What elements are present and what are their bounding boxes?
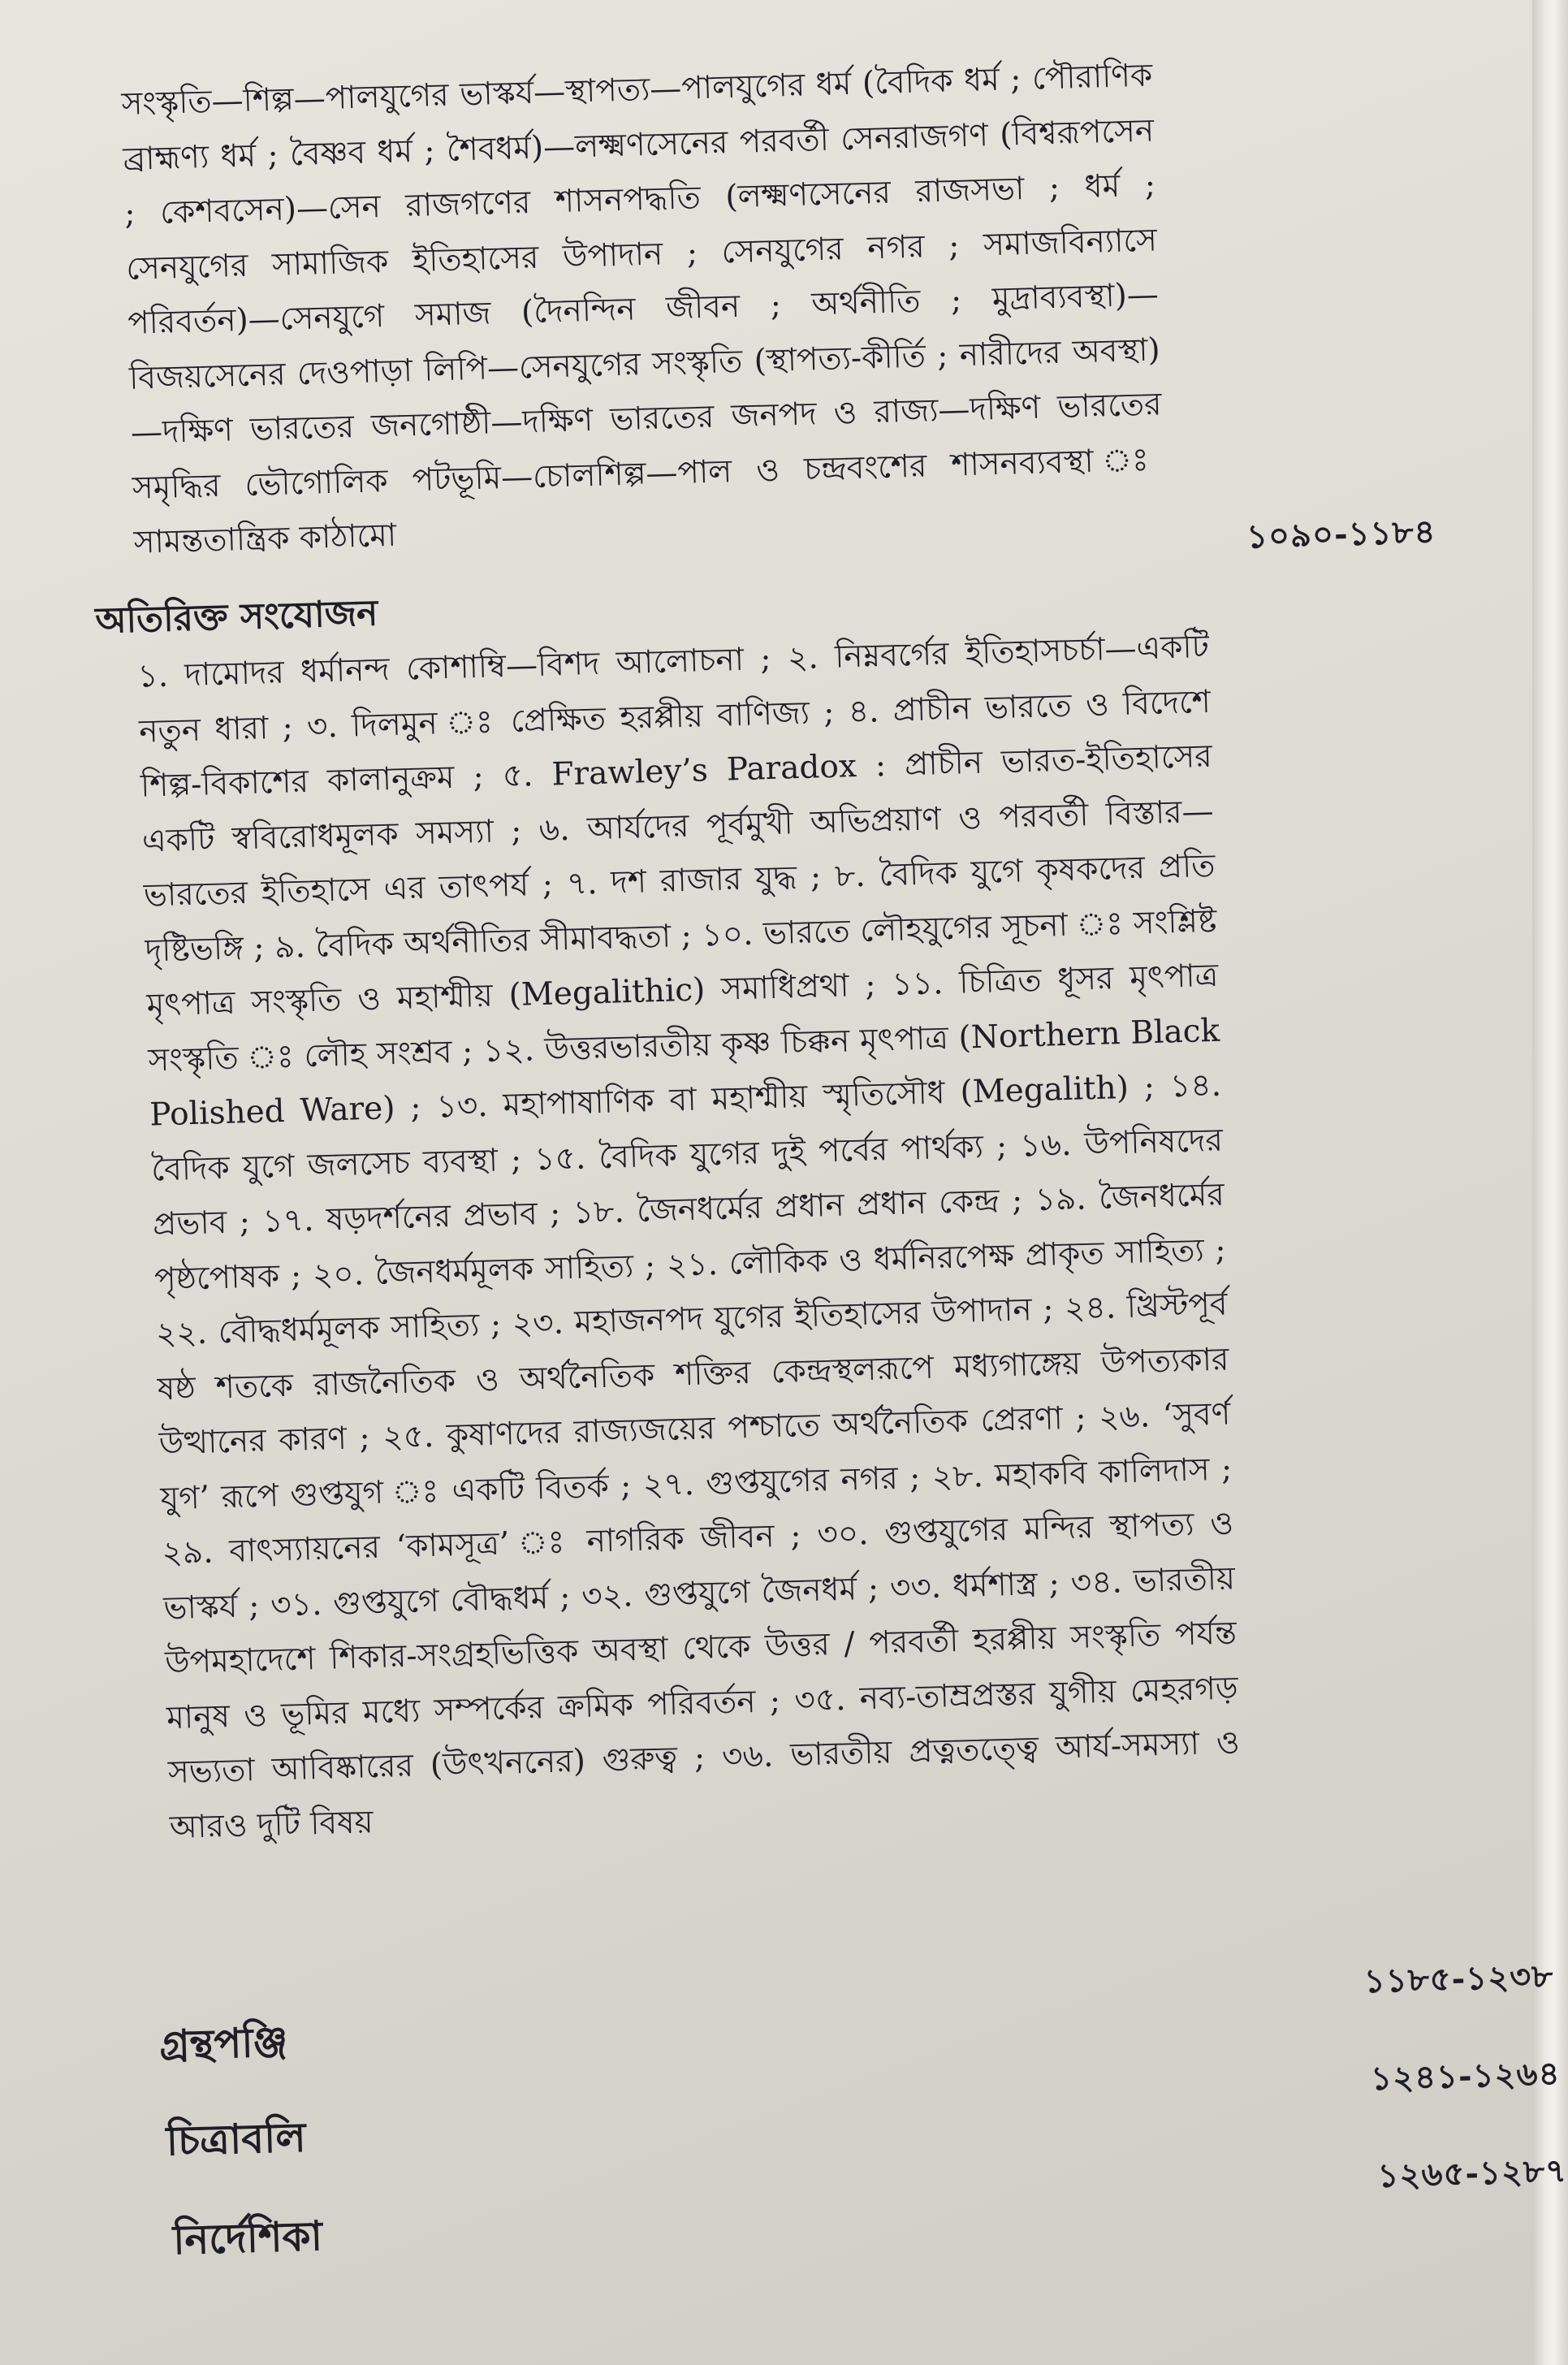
illustrations-page-range: ১২৬৫-১২৮৭: [1376, 2151, 1568, 2195]
bibliography-page-range: ১২৪১-১২৬৪: [1370, 2054, 1562, 2098]
index-entry: নির্দেশিকা: [172, 2212, 323, 2264]
previous-chapter-topics: সংস্কৃতি—শিল্প—পালযুগের ভাস্কর্য—স্থাপত্য—পালযুগের ধর্ম (বৈদিক ধর্ম ; পৌরাণিক ব্রাহ্মণ্য ধর্ম ; বৈষ্ণব ধর্ম ; শৈবধর্ম)—লক্ষ্মণসেনের পরবর্তী সেনরাজগণ (বিশ্বরূপসেন ; কেশবসেন)—সেন রাজগণের শাসনপদ্ধতি (লক্ষ্মণসেনের রাজসভা ; ধর্ম ; সেনযুগের সামাজিক ইতিহাসের উপাদান ; সেনযুগের নগর ; সমাজবিন্যাসে পরিবর্তন)—সেনযুগে সমাজ (দৈনন্দিন জীবন ; অর্থনীতি ; মুদ্রাব্যবস্থা)—বিজয়সেনের দেওপাড়া লিপি—সেনযুগের সংস্কৃতি (স্থাপত্য-কীর্তি ; নারীদের অবস্থা)—দক্ষিণ ভারতের জনগোষ্ঠী—দক্ষিণ ভারতের জনপদ ও রাজ্য—দক্ষিণ ভারতের সমৃদ্ধির ভৌগোলিক পটভূমি—চোলশিল্প—পাল ও চন্দ্রবংশের শাসনব্যবস্থা ঃ সামন্ততান্ত্রিক কাঠামো: [121, 57, 1164, 561]
previous-chapter-page-range: ১০৯০-১১৮৪: [1246, 512, 1437, 556]
bibliography-entry: গ্রন্থপঞ্জি: [158, 2017, 289, 2069]
chapter-topics: ১. দামোদর ধর্মানন্দ কোশাম্বি—বিশদ আলোচনা ; ২. নিম্নবর্গের ইতিহাসচর্চা—একটি নতুন ধারা ; ৩. দিলমুন ঃ প্রেক্ষিত হরপ্পীয় বাণিজ্য ; ৪. প্রাচীন ভারতে ও বিদেশে শিল্প-বিকাশের কালানুক্রম ; ৫. Frawley’s Paradox : প্রাচীন ভারত-ইতিহাসের একটি স্ববিরোধমূলক সমস্যা ; ৬. আর্যদের পূর্বমুখী অভিপ্রয়াণ ও পরবর্তী বিস্তার—ভারতের ইতিহাসে এর তাৎপর্য ; ৭. দশ রাজার যুদ্ধ ; ৮. বৈদিক যুগে কৃষকদের প্রতি দৃষ্টিভঙ্গি ; ৯. বৈদিক অর্থনীতির সীমাবদ্ধতা ; ১০. ভারতে লৌহযুগের সূচনা ঃ সংশ্লিষ্ট মৃৎপাত্র সংস্কৃতি ও মহাশ্মীয় (Megalithic) সমাধিপ্রথা ; ১১. চিত্রিত ধূসর মৃৎপাত্র সংস্কৃতি ঃ লৌহ সংশ্রব ; ১২. উত্তরভারতীয় কৃষ্ণ চিক্কন মৃৎপাত্র (Northern Black Polished Ware) ; ১৩. মহাপাষাণিক বা মহাশ্মীয় স্মৃতিসৌধ (Megalith) ; ১৪. বৈদিক যুগে জলসেচ ব্যবস্থা ; ১৫. বৈদিক যুগের দুই পর্বের পার্থক্য ; ১৬. উপনিষদের প্রভাব ; ১৭. ষড়দর্শনের প্রভাব ; ১৮. জৈনধর্মের প্রধান প্রধান কেন্দ্র ; ১৯. জৈনধর্মের পৃষ্ঠপোষক ; ২০. জৈনধর্মমূলক সাহিত্য ; ২১. লৌকিক ও ধর্মনিরপেক্ষ প্রাকৃত সাহিত্য ; ২২. বৌদ্ধধর্মমূলক সাহিত্য ; ২৩. মহাজনপদ যুগের ইতিহাসের উপাদান ; ২৪. খ্রিস্টপূর্ব ষষ্ঠ শতকে রাজনৈতিক ও অর্থনৈতিক শক্তির কেন্দ্রস্থলরূপে মধ্যগাঙ্গেয় উপত্যকার উত্থানের কারণ ; ২৫. কুষাণদের রাজ্যজয়ের পশ্চাতে অর্থনৈতিক প্রেরণা ; ২৬. ‘সুবর্ণ যুগ’ রূপে গুপ্তযুগ ঃ একটি বিতর্ক ; ২৭. গুপ্তযুগের নগর ; ২৮. মহাকবি কালিদাস ; ২৯. বাৎস্যায়নের ‘কামসূত্র’ ঃ নাগরিক জীবন ; ৩০. গুপ্তযুগের মন্দির স্থাপত্য ও ভাস্কর্য ; ৩১. গুপ্তযুগে বৌদ্ধধর্ম ; ৩২. গুপ্তযুগে জৈনধর্ম ; ৩৩. ধর্মশাস্ত্র ; ৩৪. ভারতীয় উপমহাদেশে শিকার-সংগ্রহভিত্তিক অবস্থা থেকে উত্তর / পরবর্তী হরপ্পীয় সংস্কৃতি পর্যন্ত মানুষ ও ভূমির মধ্যে সম্পর্কের ক্রমিক পরিবর্তন ; ৩৫. নব্য-তাম্রপ্রস্তর যুগীয় মেহরগড় সভ্যতা আবিষ্কারের (উৎখননের) গুরুত্ব ; ৩৬. ভারতীয় প্রত্নতত্ত্বে আর্য-সমস্যা ও আরও দুটি বিষয়: [136, 628, 1241, 1846]
chapter-heading: অতিরিক্ত সংযোজন: [94, 592, 378, 642]
chapter-page-range: ১১৮৫-১২৩৮: [1363, 1956, 1554, 2001]
illustrations-entry: চিত্রাবলি: [165, 2112, 307, 2165]
